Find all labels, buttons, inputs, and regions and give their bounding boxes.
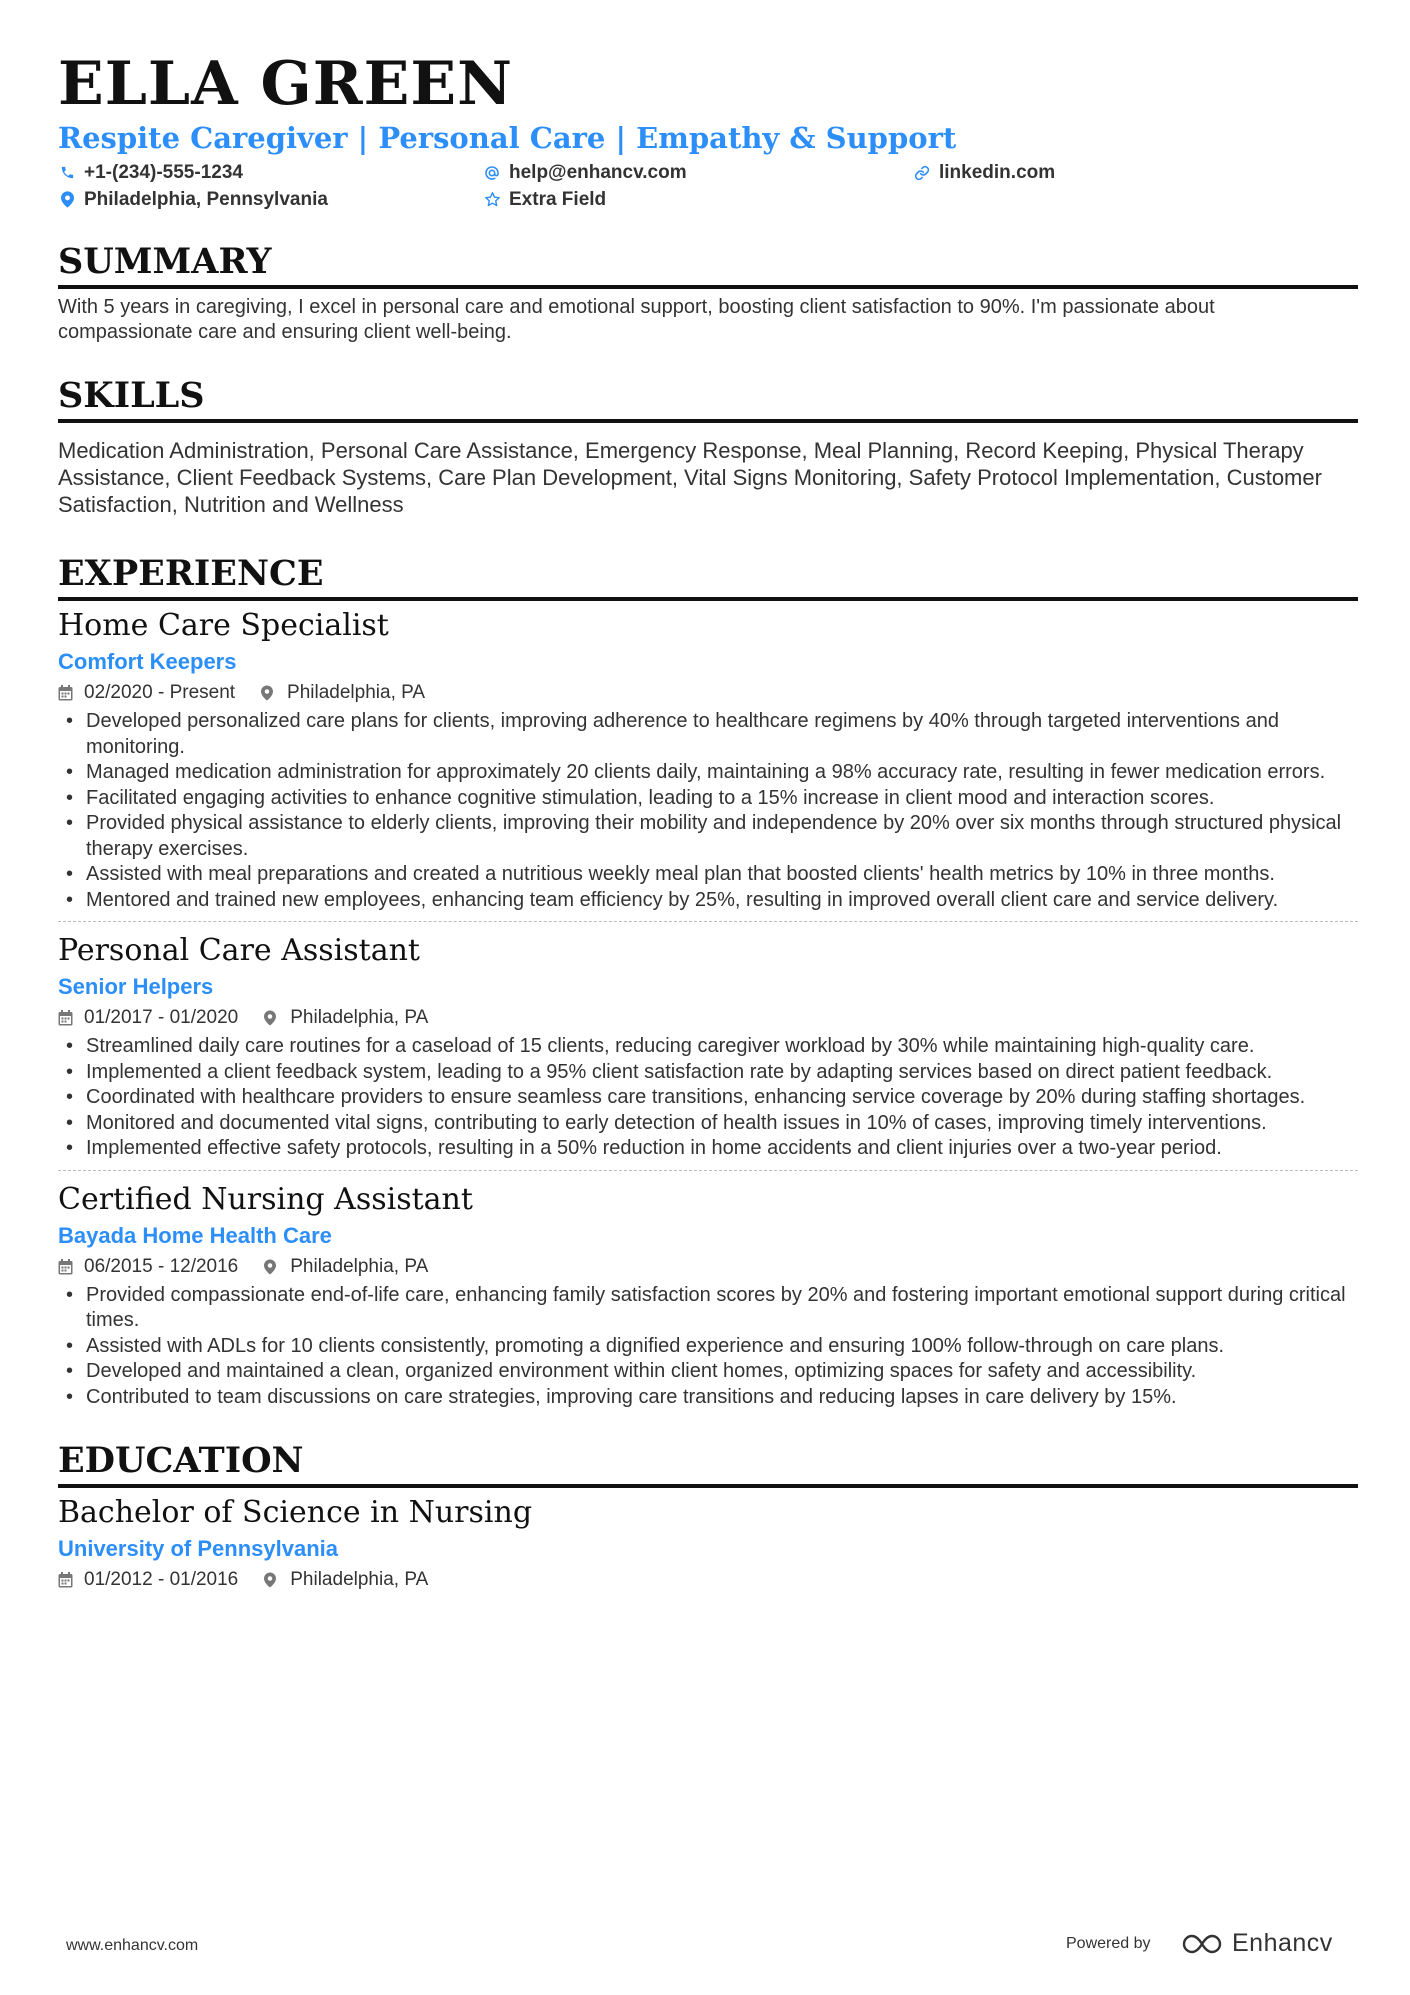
company-name: Comfort Keepers: [58, 649, 237, 674]
job-bullets: [58, 1034, 1358, 1162]
school-name: University of Pennsylvania: [58, 1536, 338, 1561]
job-title: Certified Nursing Assistant: [58, 1181, 473, 1217]
brand-name: Enhancv: [1232, 1929, 1333, 1957]
contact-linkedin[interactable]: [913, 159, 1213, 186]
job-bullet: • Facilitated engaging activities to enhance cognitive stimulation, leading to a 15% increase in client mood and interaction scores.: [86, 786, 1358, 812]
experience-heading: EXPERIENCE: [58, 553, 1358, 601]
company-name: Senior Helpers: [58, 974, 214, 999]
skills-section: [58, 375, 1358, 518]
calendar-icon: [58, 1571, 74, 1589]
summary-heading: SUMMARY: [58, 241, 1358, 289]
education-dates: 01/2012 - 01/2016: [84, 1569, 239, 1590]
resume-page: [58, 48, 1358, 1594]
candidate-tagline: Respite Caregiver | Personal Care | Empathy & Support: [58, 121, 957, 155]
job-bullet: • Assisted with ADLs for 10 clients consistently, promoting a dignified experience and ensuring 100% follow-through on care plans.: [86, 1334, 1358, 1360]
calendar-icon: [58, 1009, 74, 1027]
job-divider: [58, 1170, 1358, 1171]
skills-heading: SKILLS: [58, 375, 1358, 423]
calendar-icon: [58, 1258, 74, 1276]
job-bullet: • Mentored and trained new employees, enhancing team efficiency by 25%, resulting in improved overall client care and service delivery.: [86, 888, 1358, 914]
map-pin-icon: [58, 191, 76, 209]
job-dates: 01/2017 - 01/2020: [84, 1007, 239, 1028]
job-bullets: [58, 709, 1358, 913]
job-bullet: • Implemented effective safety protocols, resulting in a 50% reduction in home accidents and client injuries over a two-year period.: [86, 1136, 1358, 1162]
education-section: [58, 1440, 1358, 1594]
at-icon: [483, 164, 501, 182]
map-pin-icon: [264, 1571, 280, 1589]
resume-header: [58, 48, 1358, 213]
skills-text: Medication Administration, Personal Care Assistance, Emergency Response, Meal Planning, Record Keeping, Physical Therapy Assistance, Client Feedback Systems, Care Plan Development, Vital Signs Monitoring, Safety Protocol Implementation, Customer Satisfaction, Nutrition and Wellness: [58, 438, 1322, 517]
phone-icon: [58, 164, 76, 182]
job-entry: [58, 1181, 1358, 1411]
job-location: Philadelphia, PA: [290, 1007, 429, 1028]
map-pin-icon: [261, 684, 277, 702]
degree-title: Bachelor of Science in Nursing: [58, 1495, 533, 1530]
job-bullet: • Coordinated with healthcare providers to ensure seamless care transitions, enhancing service coverage by 20% during staffing shortages.: [86, 1085, 1358, 1111]
job-location: Philadelphia, PA: [290, 1255, 429, 1277]
email-text: help@enhancv.com: [509, 161, 687, 183]
job-meta: [58, 679, 1358, 707]
job-bullet: • Managed medication administration for approximately 20 clients daily, maintaining a 98% accuracy rate, resulting in fewer medication errors.: [86, 760, 1358, 786]
contact-location: [58, 186, 483, 213]
link-icon: [913, 164, 931, 182]
location-text: Philadelphia, Pennsylvania: [84, 188, 328, 210]
contact-phone[interactable]: [58, 159, 483, 186]
job-bullet: • Streamlined daily care routines for a caseload of 15 clients, reducing caregiver workload by 30% while maintaining high-quality care.: [86, 1034, 1358, 1060]
phone-text: +1-(234)-555-1234: [84, 161, 243, 183]
job-entry: [58, 932, 1358, 1162]
job-bullet: • Developed personalized care plans for clients, improving adherence to healthcare regimens by 40% through targeted interventions and monitoring.: [86, 709, 1358, 760]
job-bullet: • Contributed to team discussions on care strategies, improving care transitions and reducing lapses in care delivery by 15%.: [86, 1385, 1358, 1411]
star-icon: [483, 191, 501, 209]
summary-text: With 5 years in caregiving, I excel in personal care and emotional support, boosting client satisfaction to 90%. I'm passionate about compassionate care and ensuring client well-being.: [58, 296, 1215, 343]
job-meta: [58, 1253, 1358, 1281]
enhancv-logo[interactable]: [1180, 1929, 1333, 1958]
job-bullet: • Monitored and documented vital signs, contributing to early detection of health issues in 10% of cases, improving timely interventions.: [86, 1111, 1358, 1137]
education-location: Philadelphia, PA: [290, 1569, 429, 1590]
education-meta: [58, 1566, 1358, 1594]
company-name: Bayada Home Health Care: [58, 1222, 332, 1248]
linkedin-text: linkedin.com: [939, 161, 1056, 183]
job-bullet: • Assisted with meal preparations and created a nutritious weekly meal plan that boosted clients' health metrics by 10% in three months.: [86, 862, 1358, 888]
job-bullet: • Provided compassionate end-of-life care, enhancing family satisfaction scores by 20% and fostering important emotional support during critical times.: [86, 1283, 1358, 1334]
job-bullet: • Developed and maintained a clean, organized environment within client homes, optimizing spaces for safety and accessibility.: [86, 1359, 1358, 1385]
candidate-name: ELLA GREEN: [58, 49, 513, 119]
infinity-logo-icon: [1180, 1932, 1224, 1956]
calendar-icon: [58, 684, 74, 702]
job-meta: [58, 1004, 1358, 1032]
summary-section: [58, 241, 1358, 345]
job-title: Personal Care Assistant: [58, 933, 420, 968]
job-bullets: [58, 1283, 1358, 1411]
job-title: Home Care Specialist: [58, 608, 389, 643]
job-location: Philadelphia, PA: [287, 682, 426, 703]
extra-text: Extra Field: [509, 188, 607, 210]
education-entry: [58, 1494, 1358, 1594]
job-entry: [58, 607, 1358, 913]
map-pin-icon: [264, 1258, 280, 1276]
job-dates: 02/2020 - Present: [84, 682, 236, 703]
footer-website-link[interactable]: www.enhancv.com: [66, 1937, 199, 1954]
experience-section: [58, 553, 1358, 1410]
job-divider: [58, 921, 1358, 922]
job-dates: 06/2015 - 12/2016: [84, 1255, 239, 1277]
contact-info: [58, 159, 1358, 213]
contact-email[interactable]: [483, 159, 913, 186]
education-heading: EDUCATION: [58, 1440, 1358, 1488]
contact-extra: [483, 186, 913, 213]
map-pin-icon: [264, 1009, 280, 1027]
powered-by-label: Powered by: [1066, 1935, 1151, 1952]
job-bullet: • Implemented a client feedback system, leading to a 95% client satisfaction rate by adapting services based on direct patient feedback.: [86, 1060, 1358, 1086]
job-bullet: • Provided physical assistance to elderly clients, improving their mobility and independence by 20% over six months through structured physical therapy exercises.: [86, 811, 1358, 862]
